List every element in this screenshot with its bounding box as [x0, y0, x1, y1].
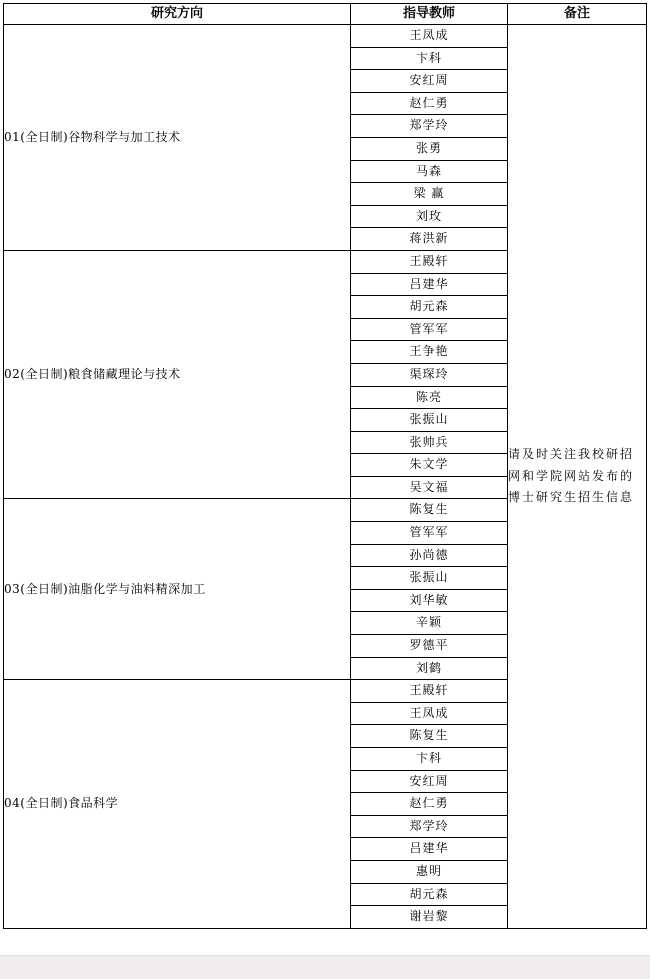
supervisor-name: 王殿轩	[351, 250, 508, 273]
table-row	[4, 25, 647, 48]
supervisor-name: 赵仁勇	[351, 793, 508, 816]
header-note: 备注	[508, 4, 647, 25]
header-teacher: 指导教师	[351, 4, 508, 25]
supervisor-name: 胡元森	[351, 883, 508, 906]
supervisor-name: 吕建华	[351, 838, 508, 861]
research-direction: 04(全日制)食品科学	[4, 680, 351, 929]
supervisor-name: 朱文学	[351, 454, 508, 477]
supervisor-name: 辛颖	[351, 612, 508, 635]
supervisor-name: 王殿轩	[351, 680, 508, 703]
supervisor-name: 陈复生	[351, 725, 508, 748]
research-direction: 01(全日制)谷物科学与加工技术	[4, 25, 351, 251]
supervisor-name: 张振山	[351, 409, 508, 432]
supervisor-name: 陈亮	[351, 386, 508, 409]
supervisor-name: 孙尚德	[351, 544, 508, 567]
supervisor-name: 王凤成	[351, 702, 508, 725]
footer-bar	[0, 955, 650, 979]
supervisor-name: 惠明	[351, 860, 508, 883]
supervisor-name: 陈复生	[351, 499, 508, 522]
supervisor-name: 郑学玲	[351, 815, 508, 838]
supervisor-name: 吴文福	[351, 476, 508, 499]
supervisor-name: 马森	[351, 160, 508, 183]
supervisor-name: 安红周	[351, 70, 508, 93]
supervisor-name: 郑学玲	[351, 115, 508, 138]
supervisor-name: 刘鹤	[351, 657, 508, 680]
research-direction: 03(全日制)油脂化学与油料精深加工	[4, 499, 351, 680]
supervisor-name: 管军军	[351, 522, 508, 545]
research-direction: 02(全日制)粮食储藏理论与技术	[4, 250, 351, 499]
supervisor-name: 王争艳	[351, 341, 508, 364]
table-body	[4, 25, 647, 929]
supervisor-name: 管军军	[351, 318, 508, 341]
supervisor-name: 赵仁勇	[351, 92, 508, 115]
supervisor-name: 张振山	[351, 567, 508, 590]
supervisor-name: 刘华敏	[351, 589, 508, 612]
supervisor-name: 安红周	[351, 770, 508, 793]
supervisor-table	[3, 3, 647, 929]
supervisor-name: 罗德平	[351, 635, 508, 658]
supervisor-name: 卞科	[351, 47, 508, 70]
supervisor-name: 胡元森	[351, 296, 508, 319]
header-direction: 研究方向	[4, 4, 351, 25]
supervisor-name: 刘玫	[351, 205, 508, 228]
supervisor-name: 梁 赢	[351, 183, 508, 206]
supervisor-name: 张帅兵	[351, 431, 508, 454]
supervisor-name: 谢岩黎	[351, 906, 508, 929]
supervisor-name: 王凤成	[351, 25, 508, 48]
table-header-row	[4, 4, 647, 25]
supervisor-name: 渠琛玲	[351, 363, 508, 386]
note-cell: 请及时关注我校研招网和学院网站发布的博士研究生招生信息	[508, 25, 647, 929]
supervisor-name: 卞科	[351, 748, 508, 771]
supervisor-name: 张勇	[351, 137, 508, 160]
supervisor-name: 蒋洪新	[351, 228, 508, 251]
supervisor-name: 吕建华	[351, 273, 508, 296]
